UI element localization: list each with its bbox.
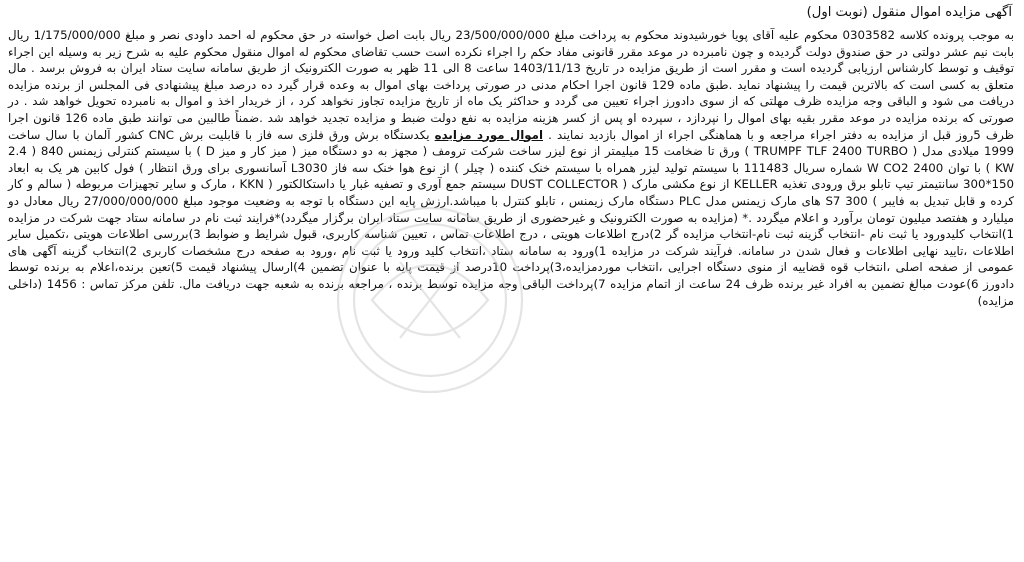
- notice-body: [8, 27, 1014, 309]
- auctioned-property-label: اموال مورد مزایده: [434, 127, 544, 142]
- notice-body-intro: به موجب پرونده کلاسه 0303582 محکوم علیه آقای پویا خورشیدوند محکوم به پرداخت مبلغ 23/500/000/000 ریال بابت اصل خواسته در حق محکوم له احمد داودی نصر و مبلغ 1/175/000/000 ریال بابت نیم عشر دولتی در حق صندوق دولت گردیده و چون نامبرده در موعد مقرر قانونی مفاد حکم را اجراء نکرده است حسب تقاضای محکوم له اموال منقول محکوم علیه به شرح زیر به وسیله این اجراء توقیف و توسط کارشناس ارزیابی گردیده است و مقرر است از طریق مزایده در تاریخ 1403/11/13 ساعت 8 الی 11 ظهر به صورت الکترونیک از طریق سامانه سایت ستاد ایران به فروش برسد . مال متعلق به کسی است که بالاترین قیمت را پیشنهاد نماید .طبق ماده 129 قانون اجرا احکام مدنی در صورتی پرداخت بهای اموال به وعده قرار گیرد ده درصد مبلغ پیشنهادی فی المجلس از برنده مزایده دریافت می شود و الباقی وجه مزایده ظرف مهلتی که از سوی دادورز اجراء تعیین می گردد و حداکثر یک ماه از تاریخ مزایده تجاوز نخواهد کرد ، از خریدار اخذ و اموال به نامبرده تحویل خواهد شد . در صورتی که برنده مزایده در موعد مقرر بقیه بهای اموال را نپردازد ، سپرده او پس از کسر هزینه مزایده به نفع دولت ضبط و مزایده تجدید خواهد شد .ضمناً طالبین می توانند طبق ماده 126 قانون اجرا ظرف 5روز قبل از مزایده به دفتر اجراء مراجعه و با هماهنگی اجراء از اموال بازدید نمایند .: [8, 28, 1014, 142]
- notice-body-details: یکدستگاه برش ورق فلزی سه فاز با قابلیت برش CNC کشور آلمان با سال ساخت 1999 میلادی مدل ( TRUMPF TLF 2400 TURBO ) ورق تا ضخامت 15 میلیمتر از نوع لیزر ساخت شرکت ترومف ( مجهز به دو دستگاه میز ( میز کار و میز D ) با سیستم کنترلی زیمنس 840 ( 2.4 KW ) با توان 2400 W CO2 شماره سریال 111483 با سیستم تولید لیزر همراه با سیستم خنک کننده ( چیلر ) از نوع هوا خنک سه فاز L3030 آسانسوری برای ورق انتظار ) فول کابین هر یک به ابعاد 150*300 سانتیمتر تیپ تابلو برق ورودی تغذیه KELLER از نوع مکشی مارک ( DUST COLLECTOR سیستم جمع آوری و تصفیه غبار یا داستکالکتور ( KKN ، مارک و سایر تجهیزات مربوطه ( سالم و کار کرده و قابل تبدیل به فایبر ) S7 300 های مارک زیمنس مدل PLC دستگاه مارک زیمنس ، تابلو کنترل با میباشد.ارزش پایه این دستگاه با توجه به وضعیت موجود مبلغ 27/000/000/000 ریال معادل دو میلیارد و هفتصد میلیون تومان برآورد و اعلام میگردد .* (مزایده به صورت الکترونیک و غیرحضوری از طریق سامانه سایت ستاد ایران برگزار میگردد)*فرایند ثبت نام در سامانه ستاد جهت شرکت در مزایده 1)انتخاب کلیدورود یا ثبت نام -انتخاب گزینه ثبت نام-انتخاب مزایده گر 2)درج اطلاعات هویتی ، درج اطلاعات تماس ، تعیین شناسه کاربری، قبول شرایط و ضوابط 3)بررسی اطلاعات هویتی ،تکمیل سایر اطلاعات ،تایید نهایی اطلاعات و فعال شدن در سامانه. فرآیند شرکت در مزایده 1)ورود به سامانه ستاد ،انتخاب کلید ورود یا ثبت نام ،ورود به صفحه درج مشخصات کاربری 2)انتخاب گزینه آگهی های عمومی از صفحه اصلی ،انتخاب قوه قضاییه از منوی دستگاه اجرایی ،انتخاب موردمزایده،3)پرداخت 10درصد از قیمت پایه با عنوان تضمین 4)ارسال پیشنهاد قیمت 5)تعین برنده،اعلام به برنده توسط دادورز 6)عودت مبالغ تضمین به افراد غیر برنده ظرف 24 ساعت از اتمام مزایده 7)پرداخت الباقی وجه مزایده توسط برنده ، مراجعه برنده به شعبه جهت دریافت مال. تلفن مرکز تماس : 1456 (داخلی مزایده): [8, 127, 1015, 308]
- notice-title: آگهی مزایده اموال منقول (نوبت اول): [806, 5, 1012, 20]
